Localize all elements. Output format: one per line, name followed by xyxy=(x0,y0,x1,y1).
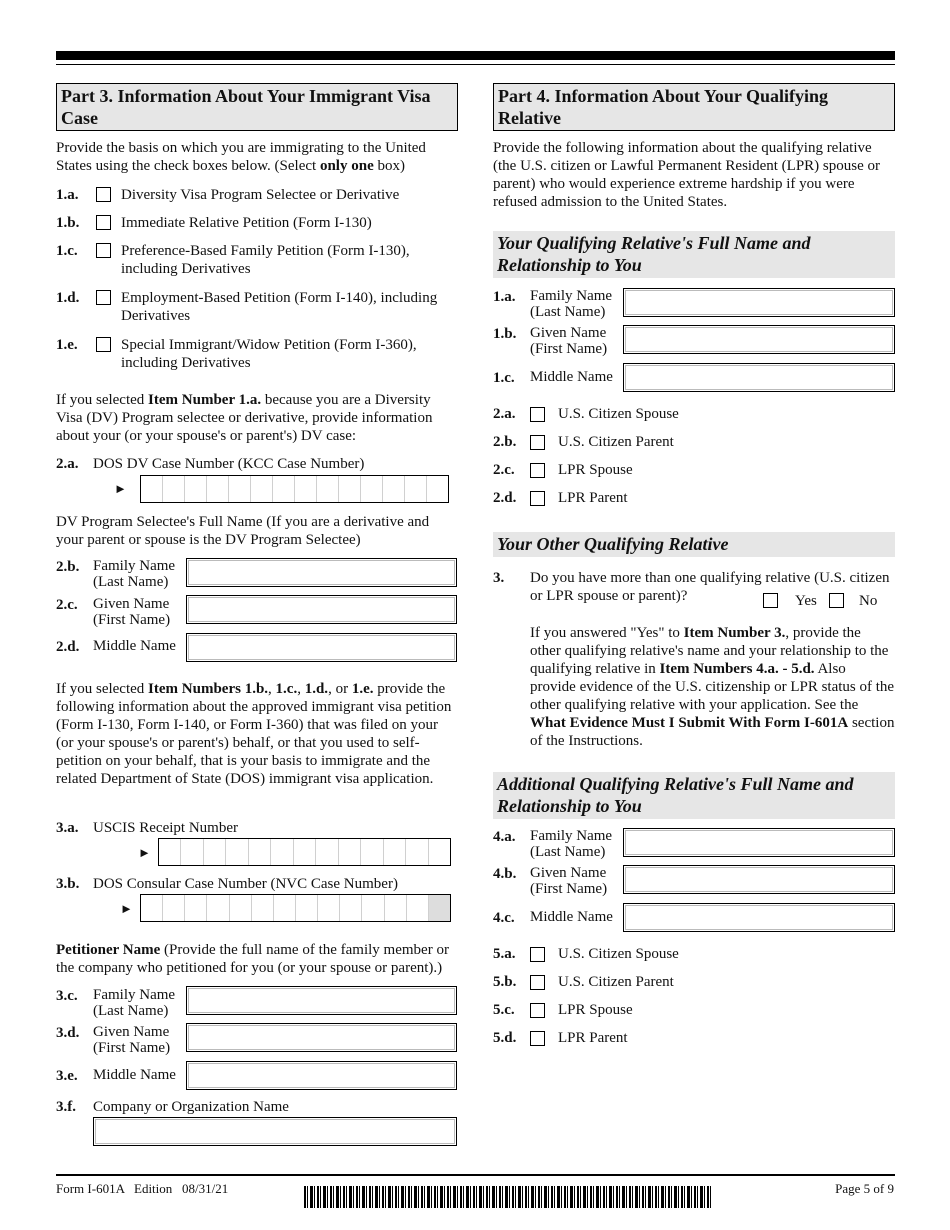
petitioner-family-name-input[interactable] xyxy=(186,986,457,1015)
more-than-one-relative-question: Do you have more than one qualifying relative (U.S. citizen or LPR spouse or parent)? xyxy=(530,570,890,604)
checkbox[interactable] xyxy=(96,243,111,258)
dv-name-instructions: DV Program Selectee's Full Name (If you are a derivative and your parent or spouse is the DV Program Selectee) xyxy=(56,514,430,548)
checkbox[interactable] xyxy=(96,215,111,230)
petitioner-given-name-label: Given Name (First Name) xyxy=(93,1024,171,1056)
additional-middle-name-input[interactable] xyxy=(623,903,895,932)
additional-middle-name-label: Middle Name xyxy=(530,909,613,925)
relative-middle-name-input[interactable] xyxy=(623,363,895,392)
checkbox[interactable] xyxy=(530,435,545,450)
other-qualifying-relative-heading: Your Other Qualifying Relative xyxy=(493,532,895,557)
dos-dv-case-number-input[interactable] xyxy=(140,475,449,503)
uscis-receipt-number-input[interactable] xyxy=(158,838,451,866)
additional-family-name-label: Family Name (Last Name) xyxy=(530,828,613,860)
checkbox[interactable] xyxy=(530,463,545,478)
dv-family-name-label: Family Name (Last Name) xyxy=(93,558,176,590)
dv-given-name-input[interactable] xyxy=(186,595,457,624)
additional-family-name-input[interactable] xyxy=(623,828,895,857)
checkbox[interactable] xyxy=(530,1031,545,1046)
checkbox[interactable] xyxy=(96,290,111,305)
dv-middle-name-input[interactable] xyxy=(186,633,457,662)
petitioner-instructions: Petitioner Name (Provide the full name of the family member or the company who petitioned for you (or your spouse or parent).) xyxy=(56,942,449,976)
checkbox[interactable] xyxy=(96,187,111,202)
additional-given-name-label: Given Name (First Name) xyxy=(530,865,608,897)
dv-instructions: If you selected Item Number 1.a. because you are a Diversity Visa (DV) Program selectee or derivative, provide information about your (or your spouse's or parent's) DV case: xyxy=(56,392,433,444)
part4-intro: Provide the following information about the qualifying relative (the U.S. citizen or Lawful Permanent Resident (LPR) spouse or parent) who would experience extreme hardship if you were refused admission to the United States. xyxy=(493,140,880,210)
part3-column: Part 3. Information About Your Immigrant Visa Case Provide the basis on which you are immigrating to the United States using the check boxes below. (Select only one box) 1.a. Diversity Visa Program Selectee or Derivative 1.b. Immediate Relative Petition (Form I-130) 1.c. Preference-Based Family Petition (Form I-130), including Derivatives 1.d. Employment-Based Petition (Form I-140), including Derivatives 1.e. Special Immigrant/Widow Petition (Form I-360), including Derivatives If you selected Item Number 1.a. because you are a Diversity Visa (DV) Program selectee or derivative, provide information about your (or your spouse's or parent's) DV case: 2.a. DOS DV Case Number (KCC Case Number) ► DV Program Selectee's Full Name (If you are a derivative and your parent or spouse is the DV Program Selectee) 2.b. Family Name (Last Name) 2.c. Given Name (First Name) 2.d. Middle Name If you selected Item Numbers 1.b., 1.c., 1.d., or 1.e. provide the following information about the approved immigrant visa petition (Form I-130, Form I-140, or Form I-360) that was filed on your (or your spouse's or parent's) behalf, or that you used to self-petition on your behalf, that is your basis to immigrate and the related Department of State (DOS) immigrant visa application. 3.a. USCIS Receipt Number ► 3.b. DOS Consular Case Number (NVC Case Number) ► Petitioner Name (Provide the full name of the family member or the company who petitioned for you (or your spouse or parent).) 3.c. Family Name (Last Name) 3.d. Given Name (First Name) 3.e. Middle Name 3.f. Company or Organization Name xyxy=(56,83,458,131)
relative-middle-name-label: Middle Name xyxy=(530,369,613,385)
checkbox[interactable] xyxy=(530,491,545,506)
checkbox[interactable] xyxy=(530,975,545,990)
yes-checkbox[interactable] xyxy=(763,593,778,608)
relative-family-name-label: Family Name (Last Name) xyxy=(530,288,613,320)
company-name-input[interactable] xyxy=(93,1117,457,1146)
petition-instructions: If you selected Item Numbers 1.b., 1.c., 1.d., or 1.e. provide the following information about the approved immigrant visa petition (Form I-130, Form I-140, or Form I-360) that was filed on your (or your spouse's or parent's) behalf, or that you used to self-petition on your behalf, that is your basis to immigrate and the related Department of State (DOS) immigrant visa application. xyxy=(56,681,452,787)
petitioner-given-name-input[interactable] xyxy=(186,1023,457,1052)
top-rule-thick xyxy=(56,51,895,60)
checkbox[interactable] xyxy=(530,947,545,962)
arrow-icon: ► xyxy=(138,845,151,860)
petitioner-middle-name-label: Middle Name xyxy=(93,1067,176,1083)
checkbox[interactable] xyxy=(96,337,111,352)
additional-relative-heading: Additional Qualifying Relative's Full Name and Relationship to You xyxy=(493,772,895,819)
dv-family-name-input[interactable] xyxy=(186,558,457,587)
no-checkbox[interactable] xyxy=(829,593,844,608)
part3-intro: Provide the basis on which you are immigrating to the United States using the check boxes below. (Select only one box) xyxy=(56,140,426,174)
part3-title: Part 3. Information About Your Immigrant Visa Case xyxy=(56,83,458,131)
arrow-icon: ► xyxy=(120,901,133,916)
footer-rule xyxy=(56,1174,895,1176)
part4-column: Part 4. Information About Your Qualifying Relative Provide the following information about the qualifying relative (the U.S. citizen or Lawful Permanent Resident (LPR) spouse or parent) who would experience extreme hardship if you were refused admission to the United States. Your Qualifying Relative's Full Name and Relationship to You 1.a. Family Name (Last Name) 1.b. Given Name (First Name) 1.c. Middle Name 2.a. U.S. Citizen Spouse 2.b. U.S. Citizen Parent 2.c. LPR Spouse 2.d. LPR Parent Your Other Qualifying Relative 3. Do you have more than one qualifying relative (U.S. citizen or LPR spouse or parent)? Yes No If you answered "Yes" to Item Number 3., provide the other qualifying relative's name and your relationship to the qualifying relative in Item Numbers 4.a. - 5.d. Also provide evidence of the U.S. citizenship or LPR status of the other qualifying relative with your application. See the What Evidence Must I Submit With Form I-601A section of the Instructions. Additional Qualifying Relative's Full Name and Relationship to You 4.a. Family Name (Last Name) 4.b. Given Name (First Name) 4.c. Middle Name 5.a. U.S. Citizen Spouse 5.b. U.S. Citizen Parent 5.c. LPR Spouse 5.d. LPR Parent xyxy=(493,83,895,131)
form-edition: Form I-601A Edition 08/31/21 xyxy=(56,1181,229,1196)
petitioner-middle-name-input[interactable] xyxy=(186,1061,457,1090)
no-label: No xyxy=(859,593,878,609)
checkbox[interactable] xyxy=(530,1003,545,1018)
relative-given-name-label: Given Name (First Name) xyxy=(530,325,608,357)
dv-middle-name-label: Middle Name xyxy=(93,638,176,654)
top-rule-thin xyxy=(56,64,895,65)
checkbox[interactable] xyxy=(530,407,545,422)
relative-given-name-input[interactable] xyxy=(623,325,895,354)
relative-family-name-input[interactable] xyxy=(623,288,895,317)
other-relative-instructions: If you answered "Yes" to Item Number 3., provide the other qualifying relative's name and your relationship to the qualifying relative in Item Numbers 4.a. - 5.d. Also provide evidence of the U.S. citizenship or LPR status of the other qualifying relative with your application. See the What Evidence Must I Submit With Form I-601A section of the Instructions. xyxy=(530,625,895,749)
arrow-icon: ► xyxy=(114,481,127,496)
part4-title: Part 4. Information About Your Qualifying Relative xyxy=(493,83,895,131)
yes-label: Yes xyxy=(795,593,817,609)
additional-given-name-input[interactable] xyxy=(623,865,895,894)
qualifying-relative-heading: Your Qualifying Relative's Full Name and Relationship to You xyxy=(493,231,895,278)
page-number: Page 5 of 9 xyxy=(835,1181,894,1196)
petitioner-family-name-label: Family Name (Last Name) xyxy=(93,987,176,1019)
barcode-icon xyxy=(304,1186,712,1208)
dv-given-name-label: Given Name (First Name) xyxy=(93,596,171,628)
dos-consular-case-number-input[interactable] xyxy=(140,894,451,922)
